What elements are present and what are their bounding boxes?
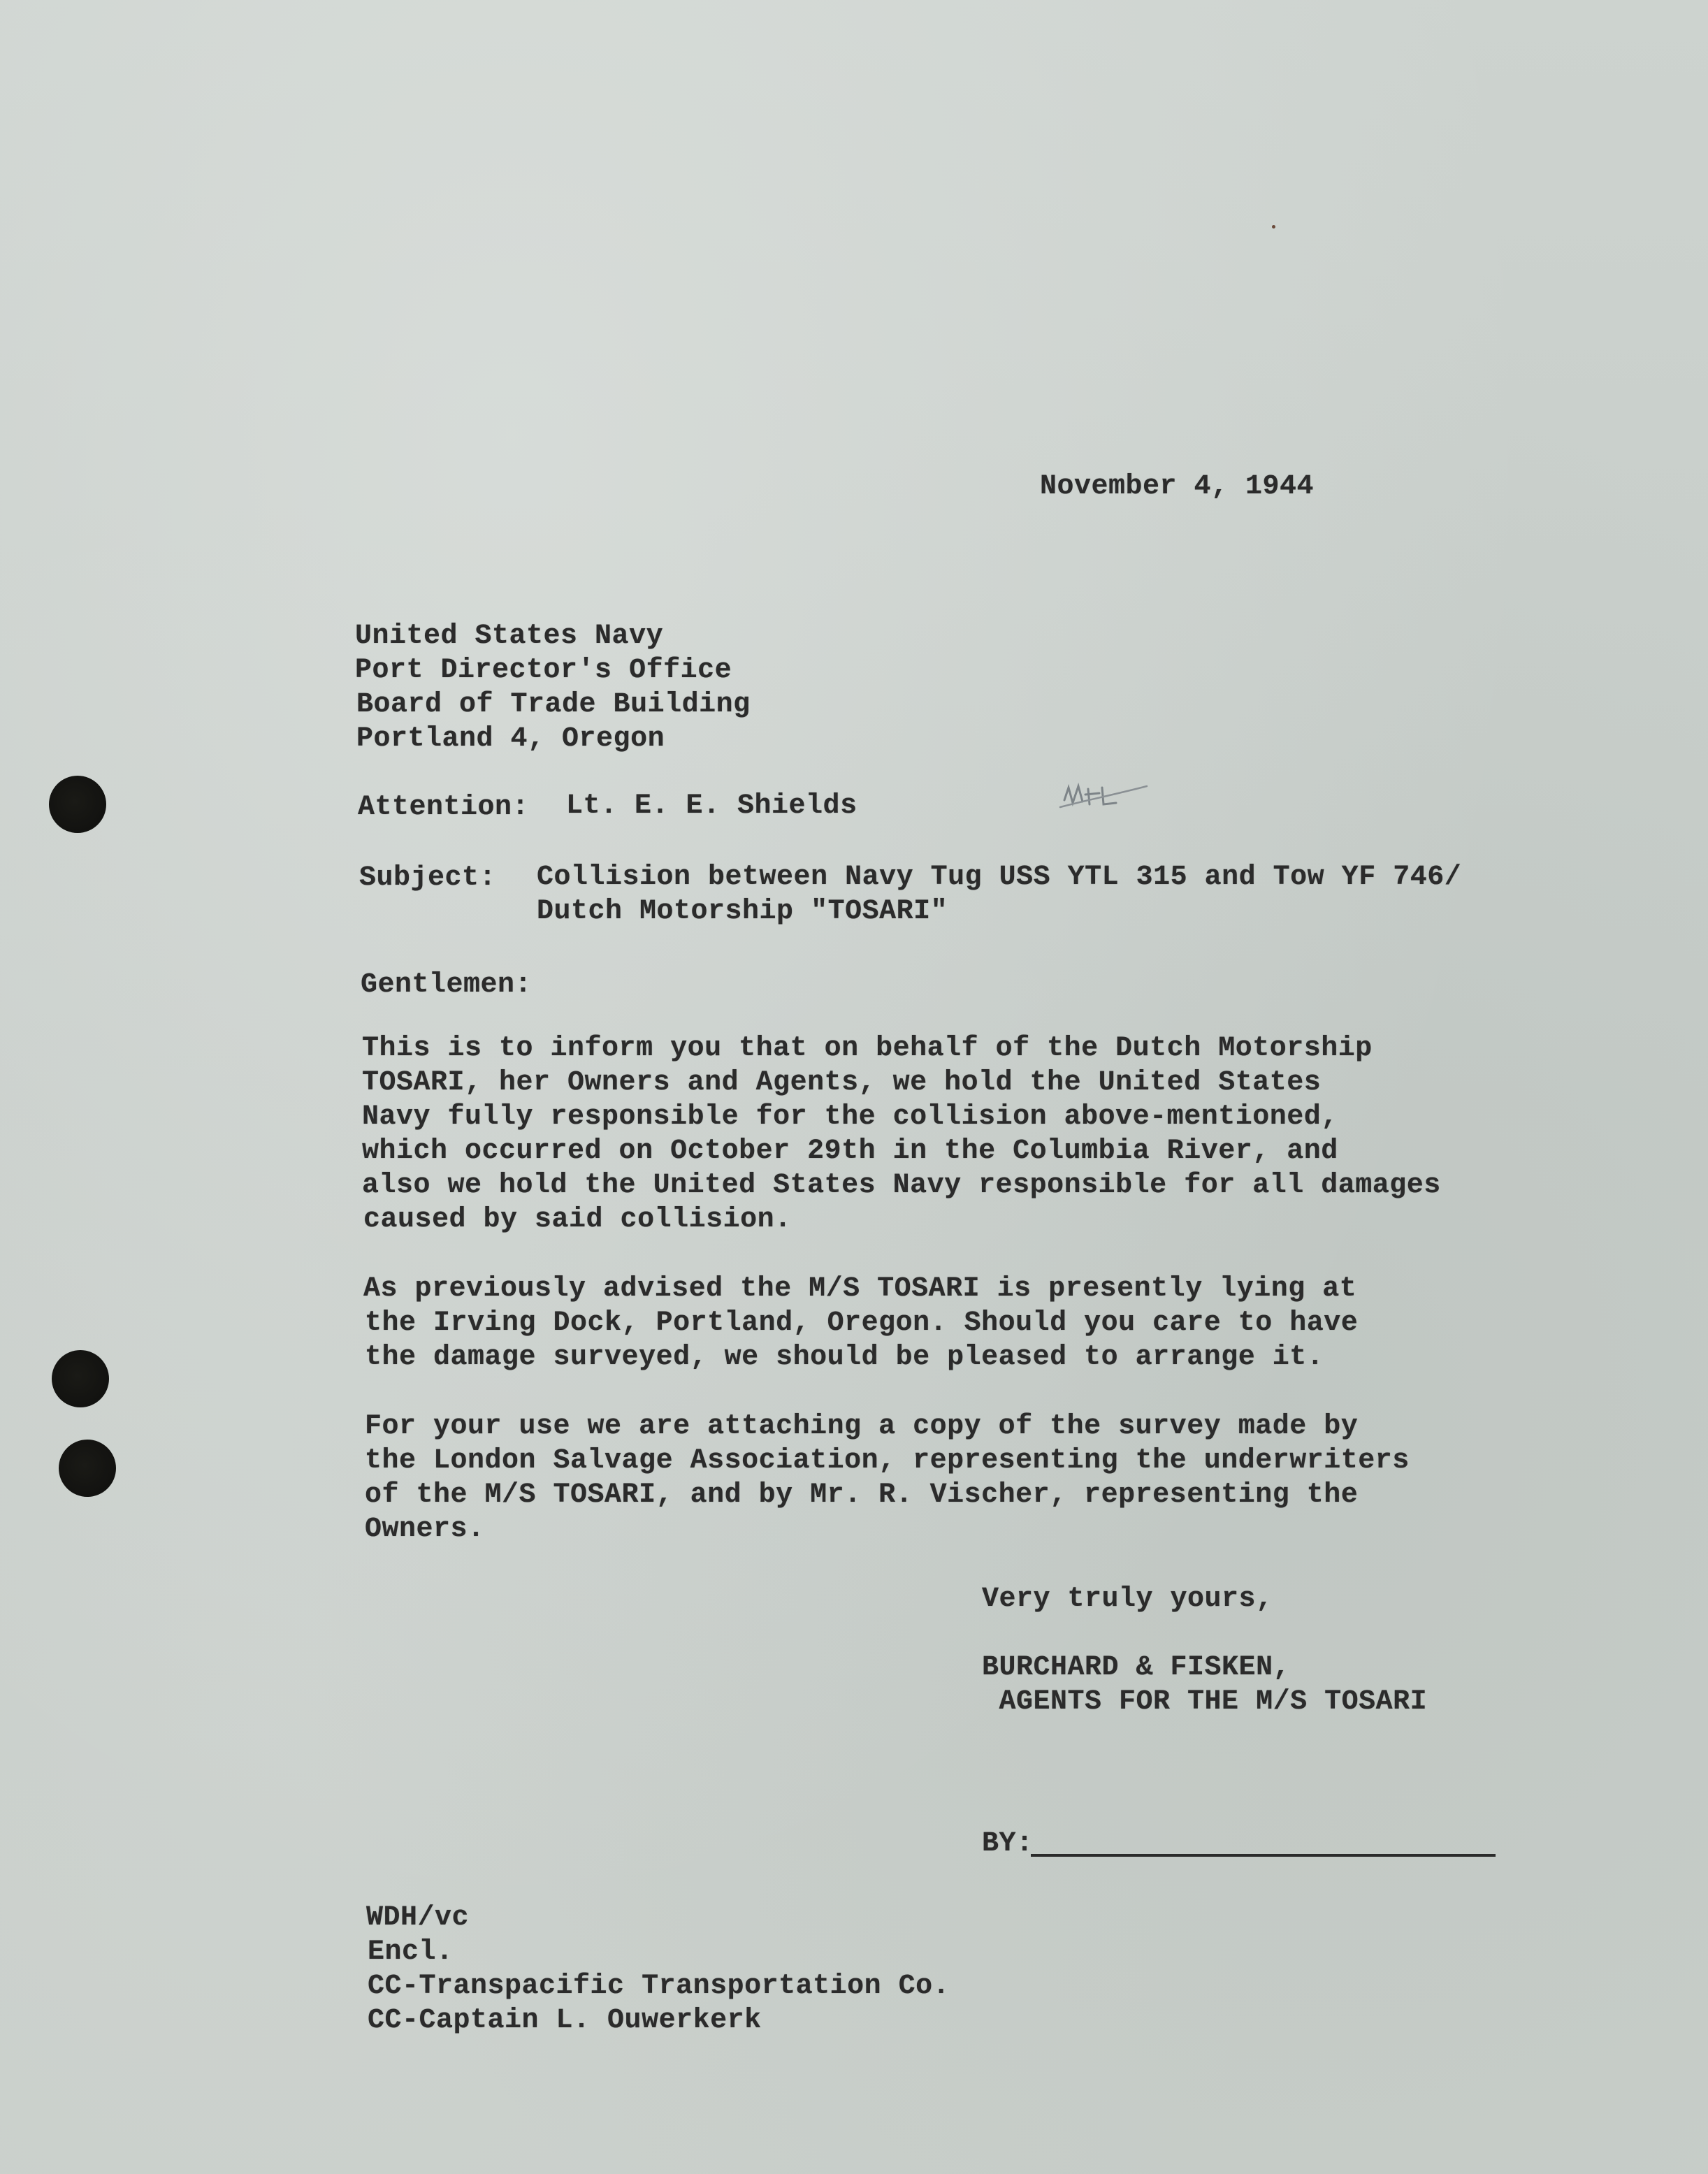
- paragraph-2-line-1: As previously advised the M/S TOSARI is presently lying at: [363, 1273, 1357, 1305]
- subject-label: Subject:: [359, 862, 497, 894]
- punch-hole-bottom: [59, 1440, 116, 1497]
- enclosure-note: Encl.: [368, 1936, 454, 1968]
- signatory-line-1: BURCHARD & FISKEN,: [982, 1652, 1291, 1683]
- punch-hole-middle: [52, 1350, 109, 1407]
- attention-label: Attention:: [358, 792, 530, 823]
- complimentary-close: Very truly yours,: [982, 1584, 1273, 1615]
- paragraph-3-line-3: of the M/S TOSARI, and by Mr. R. Vischer, representing the: [365, 1479, 1359, 1511]
- reference-initials: WDH/vc: [366, 1902, 470, 1934]
- paragraph-1-line-2: TOSARI, her Owners and Agents, we hold the United States: [362, 1067, 1322, 1099]
- address-line-2: Port Director's Office: [355, 655, 732, 686]
- subject-line-2: Dutch Motorship "TOSARI": [537, 896, 948, 927]
- by-label: BY:: [982, 1828, 1034, 1860]
- cc-line-1: CC-Transpacific Transportation Co.: [368, 1971, 950, 2002]
- cc-line-2: CC-Captain L. Ouwerkerk: [368, 2005, 762, 2036]
- paragraph-3-line-1: For your use we are attaching a copy of the survey made by: [365, 1411, 1359, 1442]
- signatory-line-2: AGENTS FOR THE M/S TOSARI: [982, 1686, 1428, 1718]
- paragraph-1-line-1: This is to inform you that on behalf of the Dutch Motorship: [362, 1033, 1373, 1064]
- handwritten-initials: [1059, 779, 1150, 814]
- letter-date: November 4, 1944: [1040, 471, 1315, 502]
- paragraph-1-line-3: Navy fully responsible for the collision above-mentioned,: [362, 1101, 1338, 1133]
- paper-speck: [1272, 225, 1275, 229]
- address-line-3: Board of Trade Building: [356, 689, 751, 720]
- attention-value: Lt. E. E. Shields: [566, 790, 857, 822]
- paragraph-1-line-6: caused by said collision.: [363, 1204, 792, 1235]
- paragraph-2-line-2: the Irving Dock, Portland, Oregon. Should you care to have: [365, 1307, 1359, 1339]
- paragraph-3-line-2: the London Salvage Association, representing the underwriters: [365, 1445, 1410, 1477]
- subject-line-1: Collision between Navy Tug USS YTL 315 and Tow YF 746/: [537, 862, 1462, 893]
- paragraph-1-line-4: which occurred on October 29th in the Columbia River, and: [362, 1136, 1338, 1167]
- signature-line: [1031, 1854, 1496, 1857]
- address-line-4: Portland 4, Oregon: [356, 723, 665, 755]
- address-line-1: United States Navy: [355, 621, 664, 652]
- salutation: Gentlemen:: [361, 969, 533, 1001]
- paragraph-3-line-4: Owners.: [365, 1514, 485, 1545]
- punch-hole-top: [49, 776, 106, 833]
- paragraph-2-line-3: the damage surveyed, we should be pleased to arrange it.: [365, 1342, 1324, 1373]
- paragraph-1-line-5: also we hold the United States Navy responsible for all damages: [362, 1170, 1441, 1201]
